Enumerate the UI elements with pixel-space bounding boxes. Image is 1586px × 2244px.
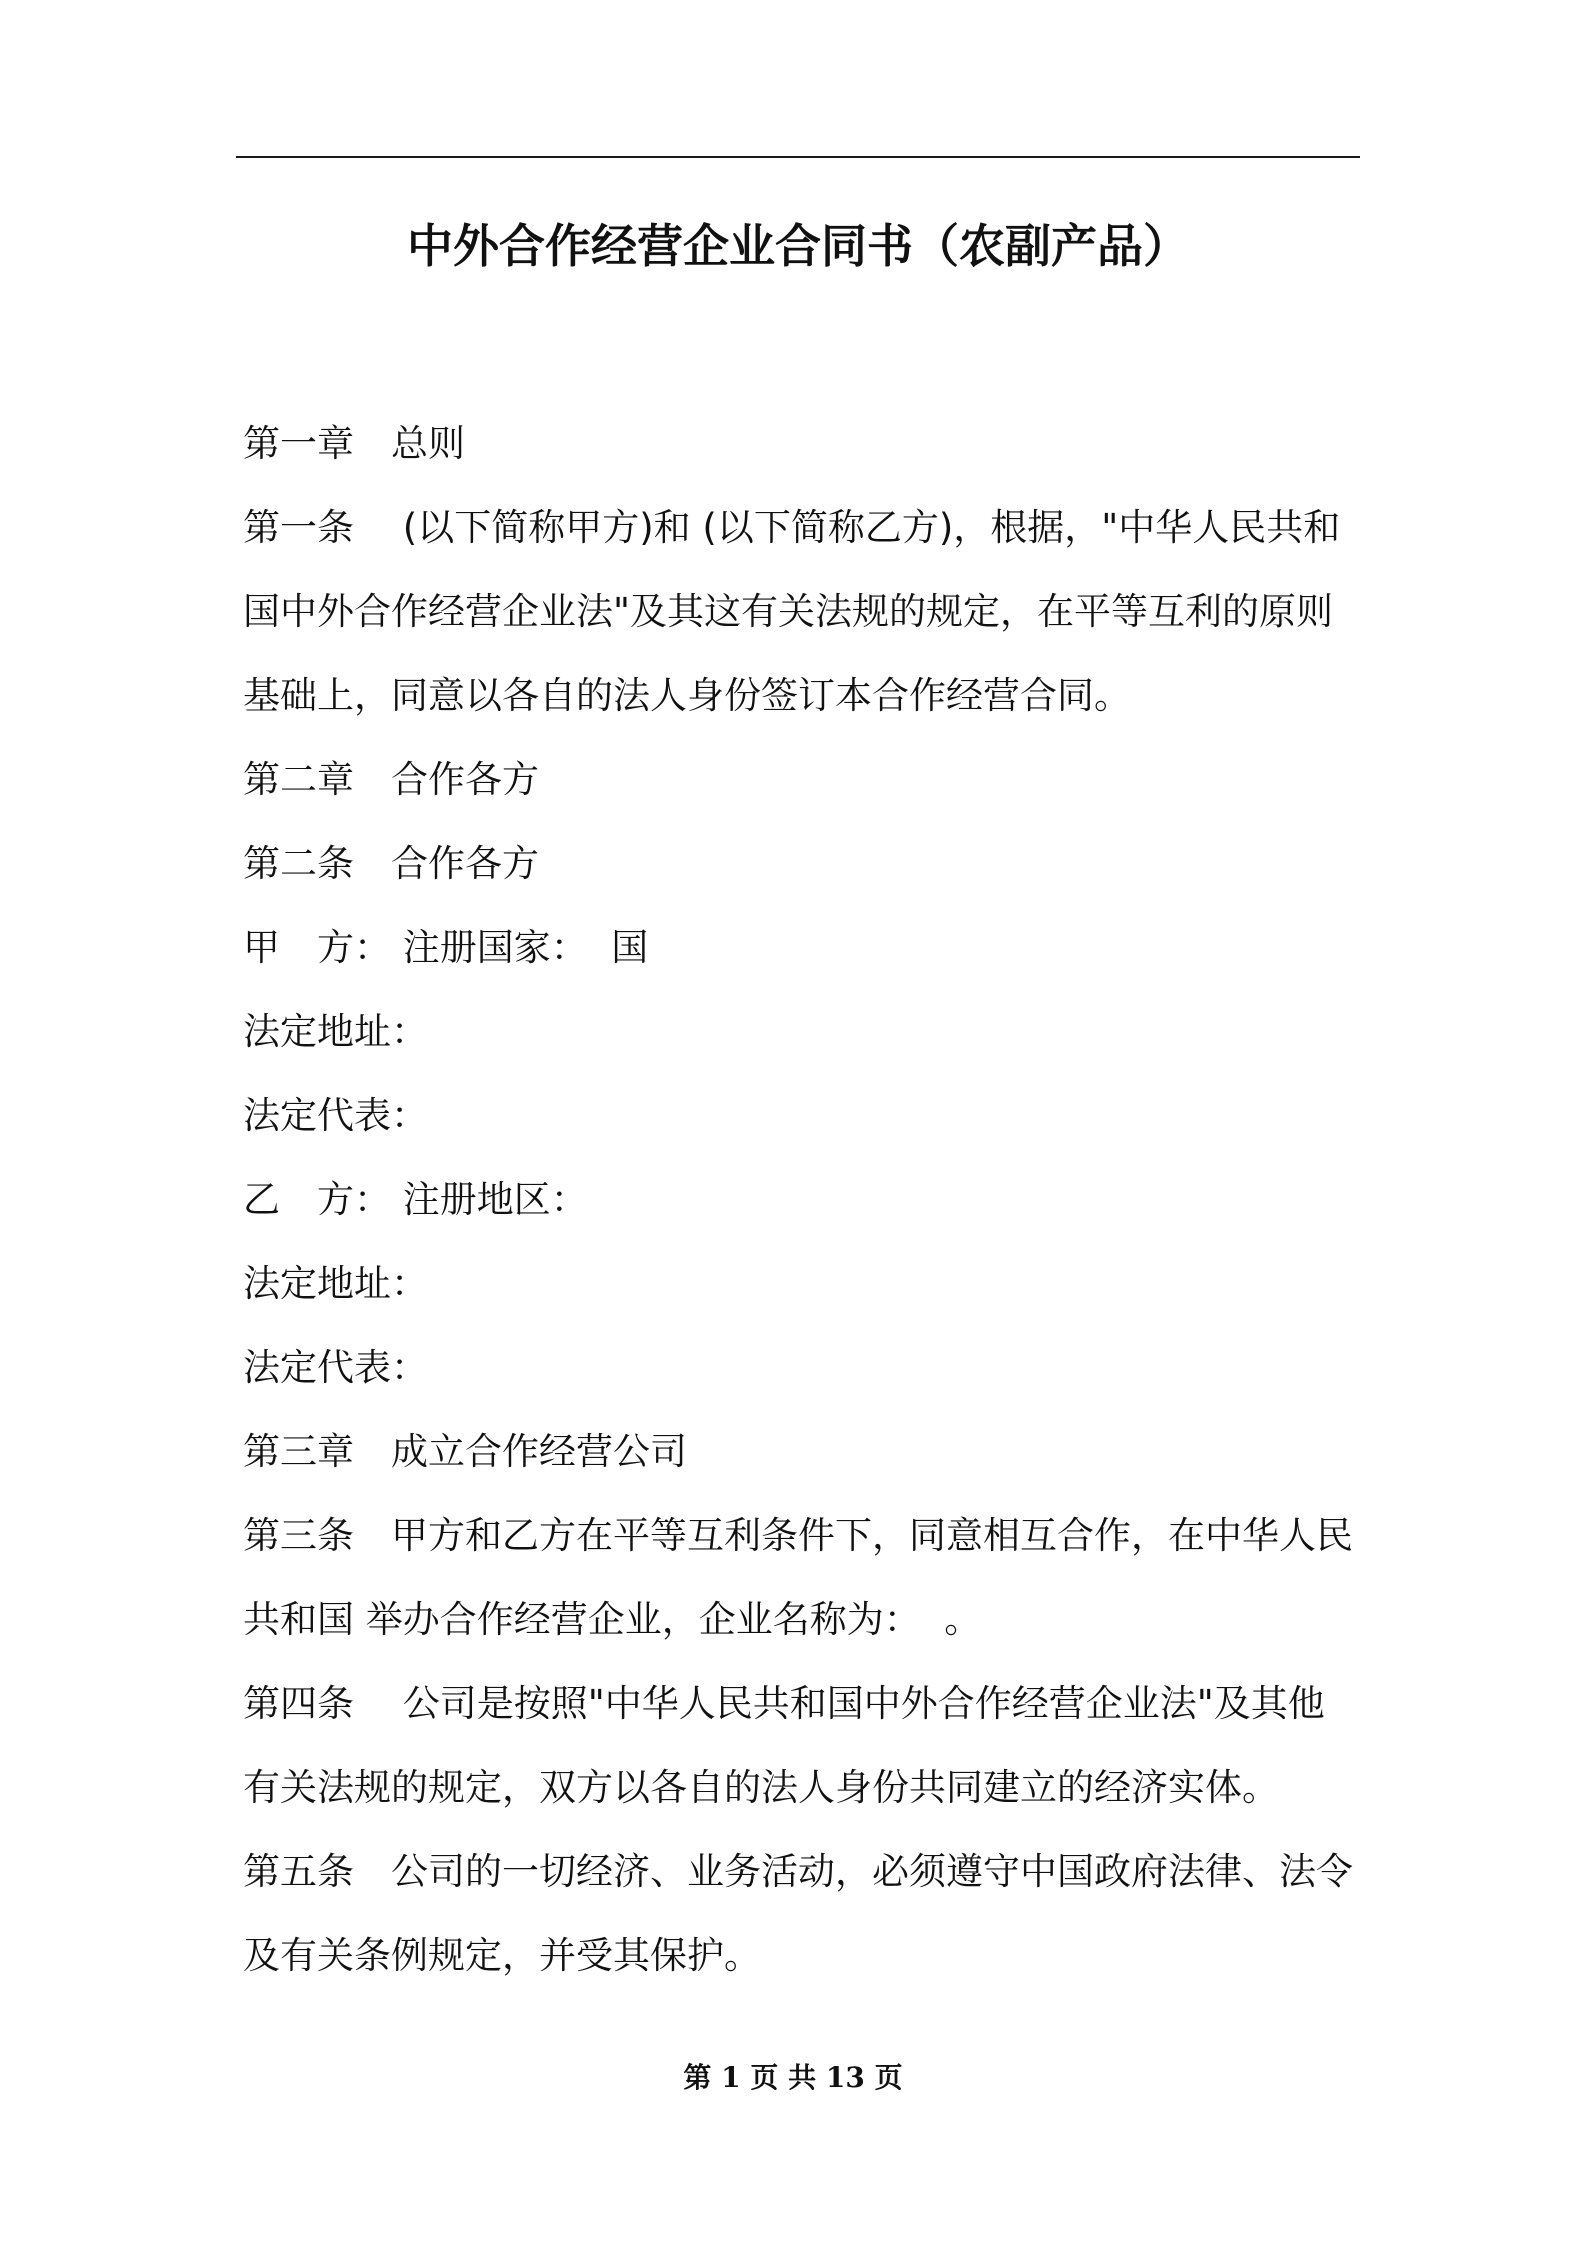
body-line: 第三条 甲方和乙方在平等互利条件下，同意相互合作，在中华人民 [243, 1514, 1353, 1557]
body-line: 甲 方： 注册国家： 国 [243, 926, 649, 969]
body-line: 法定地址： [243, 1010, 428, 1053]
body-line: 共和国 举办合作经营企业，企业名称为： 。 [243, 1598, 982, 1641]
body-line: 乙 方： 注册地区： [243, 1178, 588, 1221]
page-footer: 第 1 页 共 13 页 [683, 2061, 903, 2094]
chapter-heading: 第三章 成立合作经营公司 [243, 1430, 687, 1473]
body-line: 第五条 公司的一切经济、业务活动，必须遵守中国政府法律、法令 [243, 1850, 1353, 1893]
document-body [243, 402, 1363, 1998]
header-rule [236, 156, 1360, 158]
chapter-heading: 第二章 合作各方 [243, 758, 539, 801]
body-line: 有关法规的规定，双方以各自的法人身份共同建立的经济实体。 [243, 1766, 1279, 1809]
body-line: 法定代表： [243, 1346, 428, 1389]
body-line: 基础上，同意以各自的法人身份签订本合作经营合同。 [243, 674, 1131, 717]
body-line: 及有关条例规定，并受其保护。 [243, 1934, 761, 1977]
body-line: 第四条 公司是按照"中华人民共和国中外合作经营企业法"及其他 [243, 1682, 1325, 1725]
document-title: 中外合作经营企业合同书（农副产品） [407, 219, 1189, 273]
body-line: 法定地址： [243, 1262, 428, 1305]
body-line: 国中外合作经营企业法"及其这有关法规的规定，在平等互利的原则 [243, 590, 1334, 633]
body-line: 法定代表： [243, 1094, 428, 1137]
body-line: 第二条 合作各方 [243, 842, 539, 885]
chapter-heading: 第一章 总则 [243, 422, 465, 465]
body-line: 第一条 (以下简称甲方)和 (以下简称乙方)，根据，"中华人民共和 [243, 506, 1341, 549]
